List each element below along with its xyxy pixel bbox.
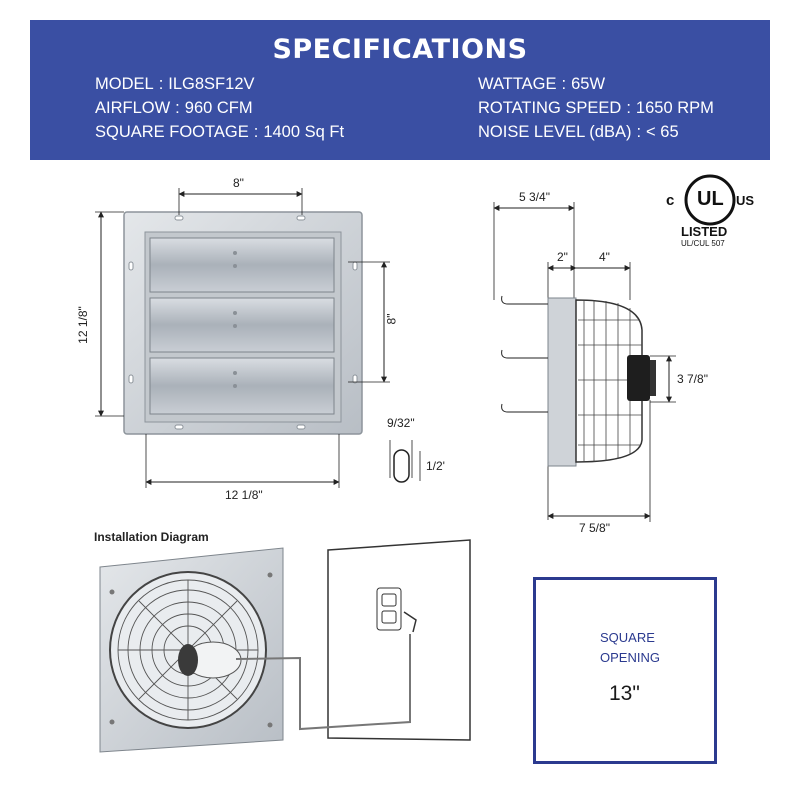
side-overall-top-dim: 5 3/4" xyxy=(519,190,550,204)
side-motor-depth-dim: 4" xyxy=(599,250,610,264)
side-motor-height-dim: 3 7/8" xyxy=(677,372,708,386)
square-opening-box xyxy=(533,577,717,764)
opening-size: 13" xyxy=(609,682,640,705)
slot-height-dim: 1/2' xyxy=(426,459,445,473)
front-view-shutter xyxy=(95,188,420,488)
slot-width-dim: 9/32" xyxy=(387,416,415,430)
spec-rotating-speed: ROTATING SPEED : 1650 RPM xyxy=(478,99,714,117)
front-left-dim: 12 1/8" xyxy=(75,306,90,344)
front-bottom-dim: 12 1/8" xyxy=(225,488,263,502)
louver-3 xyxy=(150,358,334,414)
ul-mark: UL xyxy=(697,188,724,210)
ul-c-letter: c xyxy=(666,192,675,209)
spec-airflow: AIRFLOW : 960 CFM xyxy=(95,99,253,117)
louver-1 xyxy=(150,238,334,292)
side-flange-dim: 2" xyxy=(557,250,568,264)
square-label: SQUARE xyxy=(600,630,655,645)
ul-listed-text: LISTED xyxy=(681,224,728,239)
side-mounting-plate xyxy=(548,298,576,466)
spec-model: MODEL : ILG8SF12V xyxy=(95,75,255,93)
front-right-dim: 8" xyxy=(384,313,399,325)
front-top-dim: 8" xyxy=(233,176,244,190)
opening-label: OPENING xyxy=(600,650,660,665)
installed-fan xyxy=(100,548,283,752)
side-overall-bottom-dim: 7 5/8" xyxy=(579,521,610,535)
banner-title: SPECIFICATIONS xyxy=(272,34,528,65)
side-view-fan xyxy=(494,202,676,522)
louver-2 xyxy=(150,298,334,352)
motor xyxy=(627,355,650,401)
spec-noise-level: NOISE LEVEL (dBA) : < 65 xyxy=(478,123,679,141)
ul-standard-text: UL/CUL 507 xyxy=(681,239,725,248)
installation-title: Installation Diagram xyxy=(94,530,209,544)
spec-square-footage: SQUARE FOOTAGE : 1400 Sq Ft xyxy=(95,123,345,141)
spec-wattage: WATTAGE : 65W xyxy=(478,75,606,93)
slot-detail xyxy=(394,450,409,482)
ul-us-letters: US xyxy=(736,193,755,208)
